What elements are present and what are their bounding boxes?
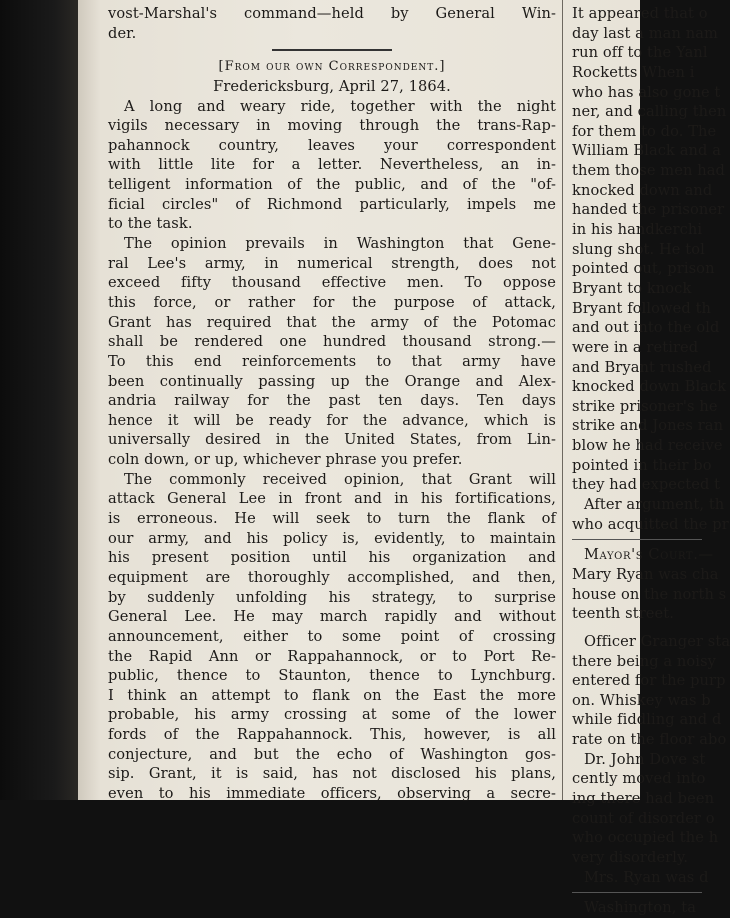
paragraph-line: A long and weary ride, together with the night xyxy=(124,97,556,115)
column-line: Bryant to knock xyxy=(572,279,692,297)
column-line: entered for the purp xyxy=(572,672,726,690)
column-line: house on the north s xyxy=(572,585,727,603)
paragraph-line: been continually passing up the Orange and Alex- xyxy=(108,372,556,390)
article-continuation-line: der. xyxy=(108,24,137,42)
column-line: ing there had been xyxy=(572,789,715,807)
column-line: William Black and a xyxy=(572,142,722,160)
paragraph-line: is erroneous. He will seek to turn the flank of xyxy=(108,510,556,528)
column-line: who occupied the h xyxy=(572,829,719,847)
column-line: who acquitted the pr xyxy=(572,515,729,533)
column-line: and Bryant rushed xyxy=(572,358,712,376)
column-line: pointed out, prison xyxy=(572,260,715,278)
paragraph-line: The opinion prevails in Washington that Gene- xyxy=(124,235,556,253)
paragraph-line: with little lite for a letter. Nevertheless, an in- xyxy=(108,156,556,174)
column-line: there being a noisy xyxy=(572,652,717,670)
column-line: count of disorder o xyxy=(572,809,715,827)
paragraph-line: universally desired in the United States, from Lin- xyxy=(108,431,556,449)
article-dateline: Fredericksburg, April 27, 1864. xyxy=(213,77,451,95)
paragraph-line: sip. Grant, it is said, has not disclosed his plans, xyxy=(108,765,556,783)
paragraph-line: andria railway for the past ten days. Ten days xyxy=(108,392,556,410)
column-line: ner, and calling then xyxy=(572,103,727,121)
column-line: pointed in their bo xyxy=(572,456,712,474)
column-line: cently moved into xyxy=(572,770,706,788)
book-spine-shadow xyxy=(0,0,78,800)
column-line: Officer Granger sta xyxy=(584,632,730,650)
paragraph-line: telligent information of the public, and of the "of- xyxy=(108,176,556,194)
paragraph-line: pahannock country, leaves your correspondent xyxy=(108,136,556,154)
paragraph-line: our army, and his policy is, evidently, to maintain xyxy=(108,529,556,547)
paragraph-line: equipment are thoroughly accomplished, and then, xyxy=(108,568,556,586)
paragraph-line: exceed fifty thousand effective men. To oppose xyxy=(108,274,556,292)
paragraph-line: even to his immediate officers, observing a secre- xyxy=(108,784,556,802)
column-line: teenth street. xyxy=(572,605,674,623)
column-line: them those men had xyxy=(572,162,725,180)
paragraph-line: General Lee. He may march rapidly and without xyxy=(108,608,556,626)
section-divider xyxy=(572,539,702,540)
column-line: and out into the old xyxy=(572,319,720,337)
column-line: Bryant followed th xyxy=(572,299,712,317)
column-line: strike and Jones ran xyxy=(572,417,724,435)
paragraph-line: announcement, either to some point of crossing xyxy=(108,627,556,645)
article-paragraph-2 xyxy=(108,234,556,470)
column-line: strike prisoner's he xyxy=(572,397,718,415)
column-line: for them to do. The xyxy=(572,122,717,140)
paragraph-line: hence it will be ready for the advance, which is xyxy=(108,411,556,429)
column-line: day last a man nam xyxy=(572,24,718,42)
column-line: in his handkerchi xyxy=(572,221,703,239)
paragraph-line: Grant has required that the army of the Potomac xyxy=(108,313,556,331)
column-line: Mrs. Ryan was d xyxy=(584,868,709,886)
section-divider xyxy=(572,892,702,893)
article-continuation-line: vost-Marshal's command—held by General Win- xyxy=(108,5,556,22)
column-line: It appeared that o xyxy=(572,5,708,22)
paragraph-line: coln down, or up, whichever phrase you prefer. xyxy=(108,451,463,469)
paragraph-line: I think an attempt to flank on the East the more xyxy=(108,686,556,704)
column-divider xyxy=(562,0,563,800)
column-line: Dr. John Dove st xyxy=(584,750,706,768)
paragraph-line: his present position until his organization and xyxy=(108,549,556,567)
paragraph-line: conjecture, and but the echo of Washington gos- xyxy=(108,745,556,763)
column-line: who has also gone t xyxy=(572,83,721,101)
newspaper-page xyxy=(78,0,730,917)
section-divider xyxy=(272,49,392,51)
column-line: knocked down and xyxy=(572,181,713,199)
paragraph-line: vigils necessary in moving through the trans-Rap- xyxy=(108,117,556,135)
paragraph-line: this force, or rather for the purpose of attack, xyxy=(108,293,556,311)
column-line: handed the prisoner xyxy=(572,201,725,219)
correspondent-byline: [From our own Correspondent.] xyxy=(218,59,446,75)
column-line: they had expected t xyxy=(572,476,721,494)
left-article-column xyxy=(108,0,556,800)
paragraph-line: The commonly received opinion, that Grant will xyxy=(124,470,556,488)
column-line: on. Whiskey was b xyxy=(572,691,711,709)
column-line: knocked down Black xyxy=(572,378,727,396)
article-paragraph-3 xyxy=(108,470,556,804)
paragraph-line: public, thence to Staunton, thence to Lynchburg. xyxy=(108,667,556,685)
section-heading: Mayor's Court.— xyxy=(584,546,714,564)
paragraph-line: to the task. xyxy=(108,215,193,233)
paragraph-line: fords of the Rappahannock. This, however, is all xyxy=(108,726,556,744)
column-line: run off to the Yanl xyxy=(572,44,708,62)
paragraph-line: ficial circles" of Richmond particularly, impels me xyxy=(108,195,556,213)
paragraph-line: by suddenly unfolding his strategy, to surprise xyxy=(108,588,556,606)
column-line: rate on the floor abo xyxy=(572,731,727,749)
paragraph-line: shall be rendered one hundred thousand strong.— xyxy=(108,333,556,351)
article-paragraph-1 xyxy=(108,97,556,234)
paragraph-line: probable, his army crossing at some of the lower xyxy=(108,706,556,724)
paragraph-line: To this end reinforcements to that army have xyxy=(108,352,556,370)
column-line: blow he had receive xyxy=(572,437,723,455)
paragraph-line: ral Lee's army, in numerical strength, does not xyxy=(108,254,556,272)
column-line: were in a retired xyxy=(572,338,699,356)
column-line: Mary Ryan was cha xyxy=(572,565,719,583)
right-article-column xyxy=(572,0,730,917)
column-line: very disorderly. xyxy=(572,848,689,866)
column-line: while fiddling and d xyxy=(572,711,722,729)
paragraph-line: the Rapid Ann or Rappahannock, or to Port Re- xyxy=(108,647,556,665)
column-line: Washington, ta xyxy=(584,899,697,917)
column-line: slung shot. He tol xyxy=(572,240,705,258)
column-line: Rocketts When i xyxy=(572,63,695,81)
column-line: After argument, th xyxy=(584,496,725,514)
paragraph-line: attack General Lee in front and in his fortifications, xyxy=(108,490,556,508)
